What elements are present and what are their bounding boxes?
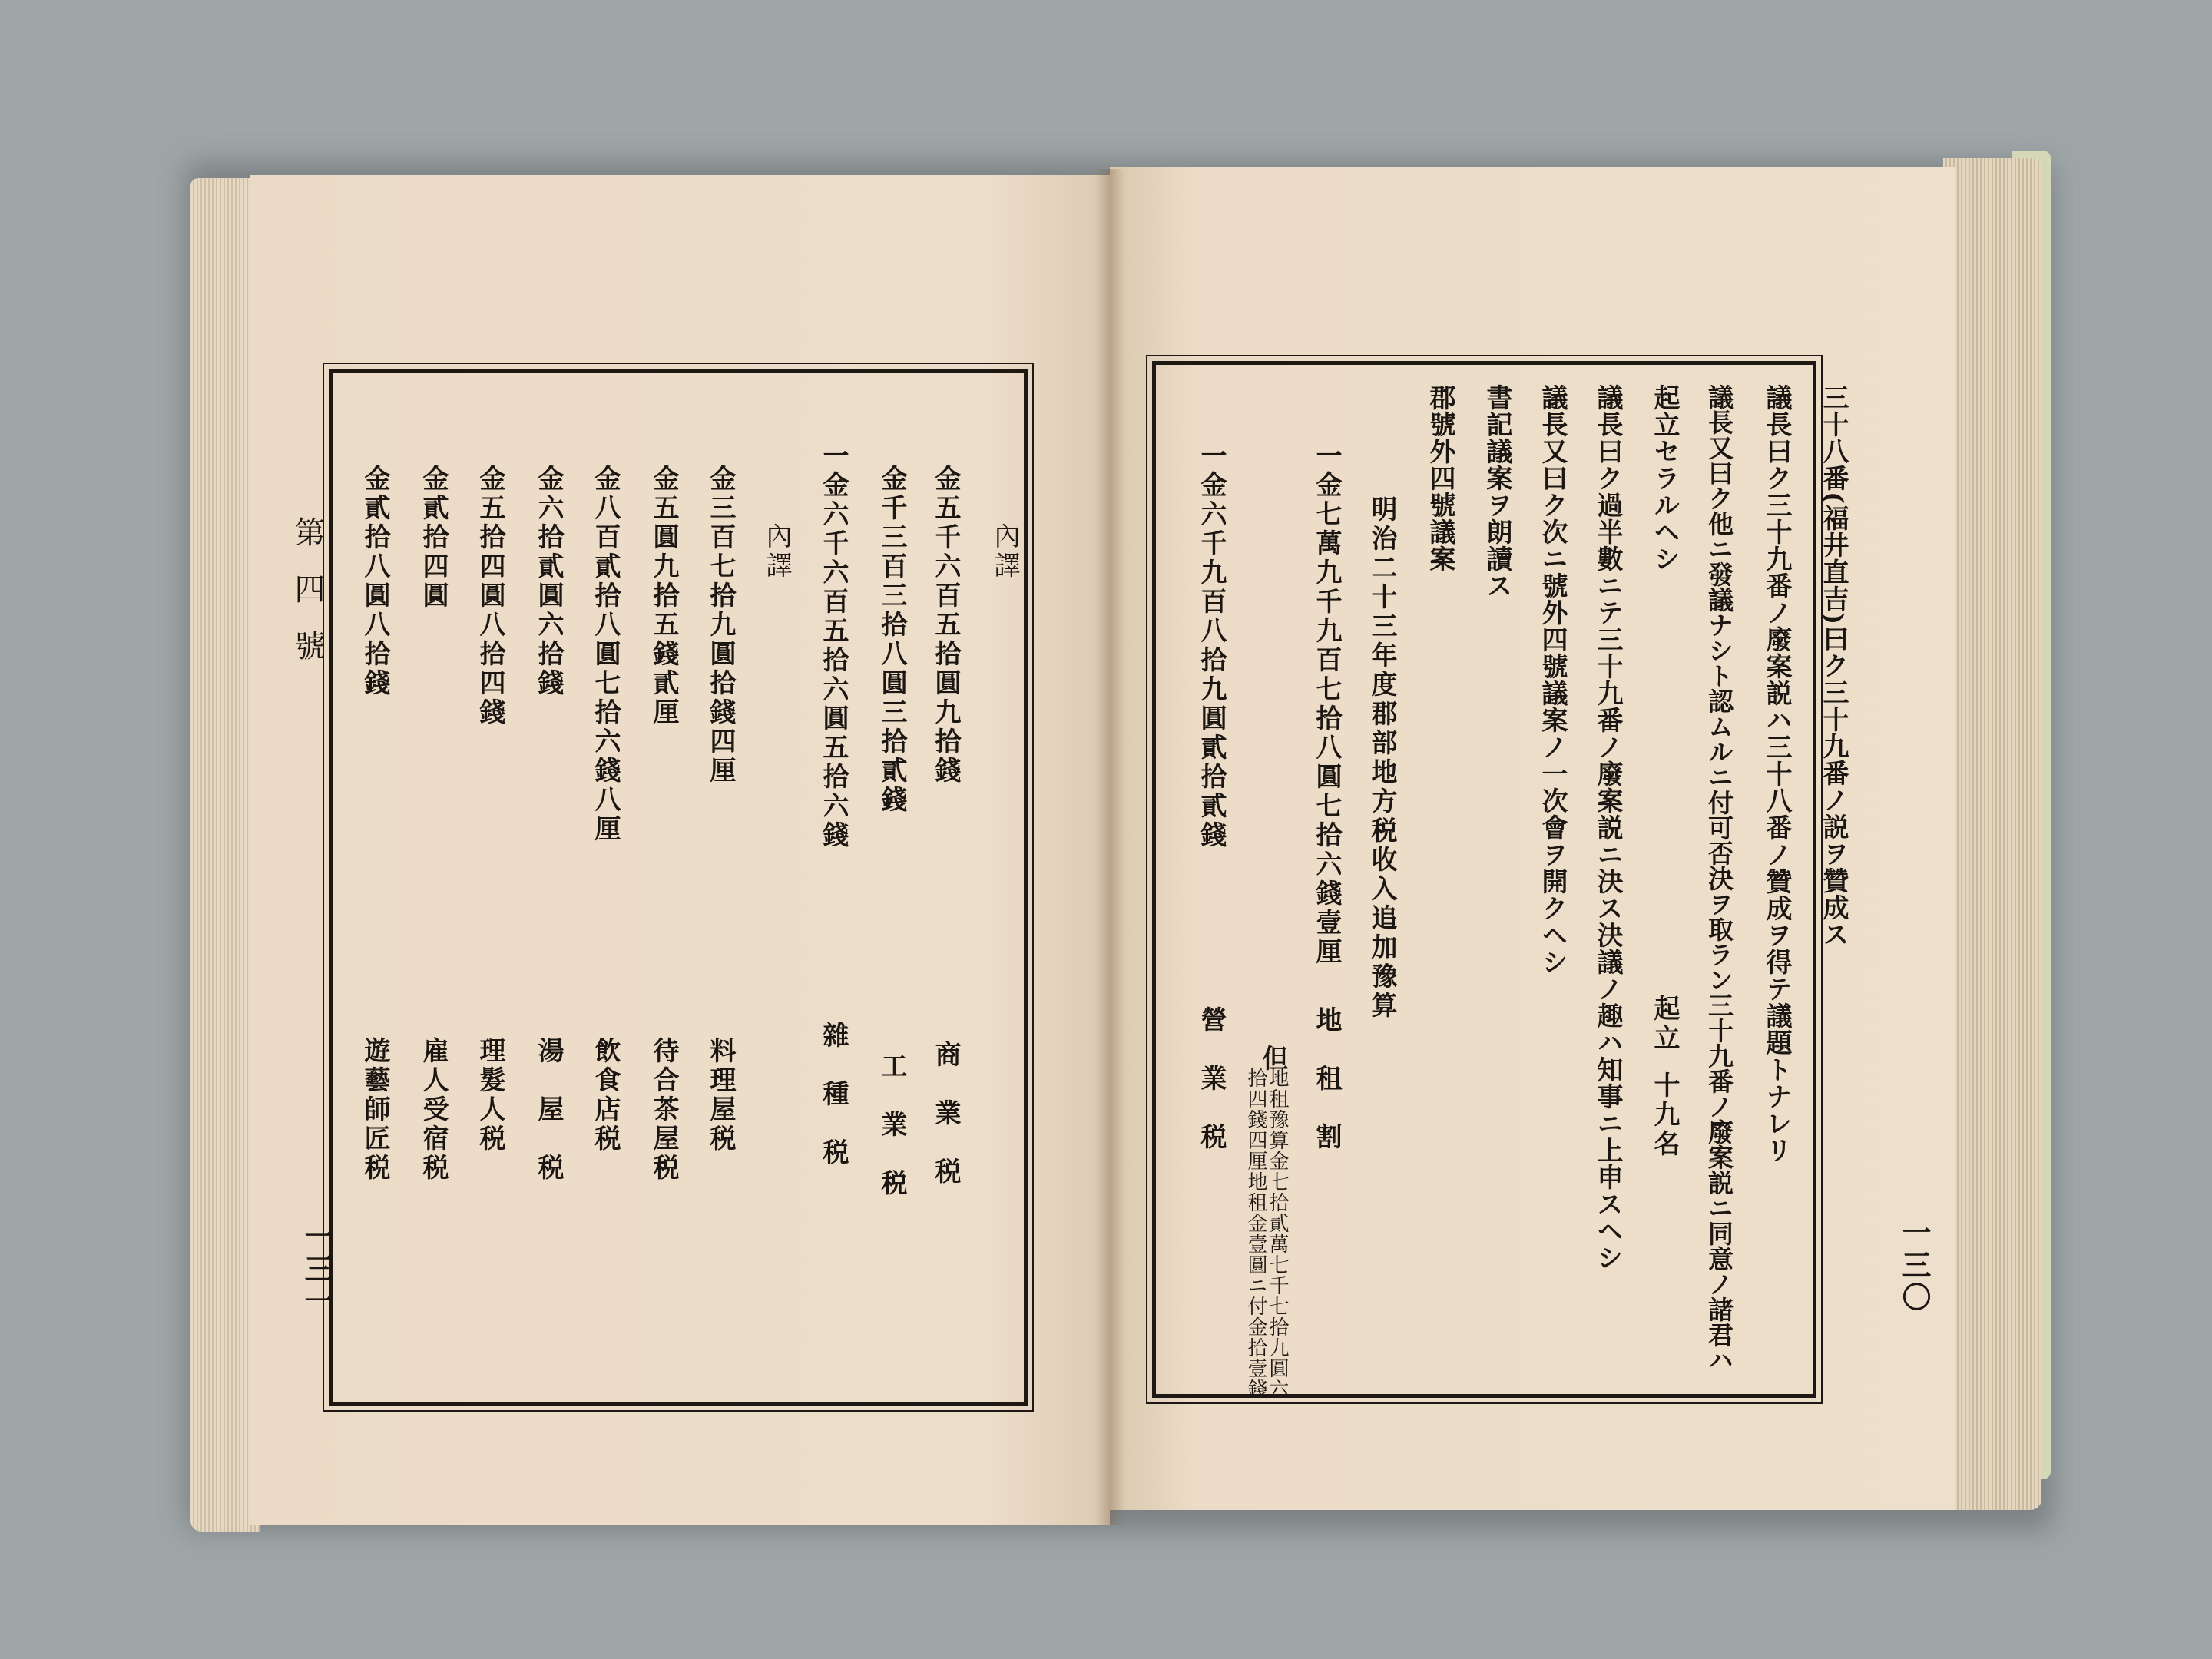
- right-column-11: 一金六千九百八拾九圓貳拾貳錢: [1196, 442, 1227, 850]
- right-column-3: 議長又曰ク他ニ發議ナシト認ムルニ付可否決ヲ取ラン三十九番ノ廢案説ニ同意ノ諸君ハ: [1704, 384, 1734, 1373]
- right-column-2: 議長曰ク三十九番ノ廢案説ハ三十八番ノ贊成ヲ得テ議題トナレリ: [1761, 384, 1792, 1164]
- note-line-2: 拾四錢四厘地租金壹圓ニ付金拾壹錢: [1244, 1068, 1267, 1399]
- left-column-1: 內譯: [989, 522, 1020, 581]
- tax-label-restaurant: 料理屋税: [705, 1037, 736, 1154]
- left-column-7: 金五圓九拾五錢貳厘: [648, 465, 679, 727]
- tax-label-commerce: 商 業 税: [930, 1041, 961, 1187]
- right-column-1: 三十八番(福井直吉)曰ク三十九番ノ説ヲ贊成ス: [1818, 384, 1849, 949]
- tax-label-barber: 理髮人税: [475, 1037, 505, 1154]
- right-column-10: 一金七萬九千九百七拾八圓七拾六錢壹厘: [1311, 442, 1342, 967]
- left-column-8: 金八百貳拾八圓七拾六錢八厘: [590, 465, 621, 844]
- chapter-label: 第四號: [290, 516, 325, 687]
- item-land-tax: 地 租 割: [1311, 1006, 1342, 1152]
- note-head: 但: [1257, 1045, 1288, 1074]
- tax-label-employment-agent: 雇人受宿税: [418, 1037, 449, 1183]
- page-edges-right: [1943, 158, 2041, 1510]
- right-column-4: 起立セラルヘシ: [1649, 384, 1680, 572]
- right-column-8: 郡號外四號議案: [1425, 384, 1455, 572]
- tax-label-teahouse: 待合茶屋税: [648, 1037, 679, 1183]
- left-column-5: 內譯: [761, 522, 792, 581]
- right-column-7: 書記議案ヲ朗讀ス: [1482, 384, 1512, 599]
- vote-label: 起立: [1649, 995, 1680, 1053]
- left-column-12: 金貳拾八圓八拾錢: [359, 465, 390, 698]
- page-number-right: 一三〇: [1897, 1217, 1932, 1314]
- tax-label-bathhouse: 湯 屋 税: [533, 1037, 564, 1183]
- left-column-10: 金五拾四圓八拾四錢: [475, 465, 505, 727]
- right-column-9: 明治二十三年度郡部地方税收入追加豫算: [1366, 495, 1397, 1021]
- left-column-4: 一金六千六百五拾六圓五拾六錢: [818, 442, 849, 850]
- tax-label-industry: 工 業 税: [876, 1052, 907, 1198]
- right-column-6: 議長又曰ク次ニ號外四號議案ノ一次會ヲ開クヘシ: [1537, 384, 1568, 975]
- left-column-6: 金三百七拾九圓拾錢四厘: [705, 465, 736, 786]
- left-column-2: 金五千六百五拾圓九拾錢: [930, 465, 961, 786]
- vote-count: 十九名: [1649, 1071, 1680, 1159]
- left-column-3: 金千三百三拾八圓三拾貳錢: [876, 465, 907, 815]
- book-gutter: [1094, 169, 1125, 1525]
- tax-label-performing-arts: 遊藝師匠税: [359, 1037, 390, 1183]
- item-business-tax: 營 業 税: [1196, 1006, 1227, 1152]
- left-column-9: 金六拾貳圓六拾錢: [533, 465, 564, 698]
- left-column-11: 金貳拾四圓: [418, 465, 449, 611]
- page-number-left: 一三一: [300, 1221, 334, 1318]
- right-column-5: 議長曰ク過半數ニテ三十九番ノ廢案説ニ決ス決議ノ趣ハ知事ニ上申スヘシ: [1592, 384, 1623, 1271]
- tax-label-misc: 雜 種 税: [818, 1022, 849, 1167]
- tax-label-eatery: 飲食店税: [590, 1037, 621, 1154]
- note-line-1: 地租豫算金七拾貳萬七千七拾九圓六: [1266, 1068, 1289, 1399]
